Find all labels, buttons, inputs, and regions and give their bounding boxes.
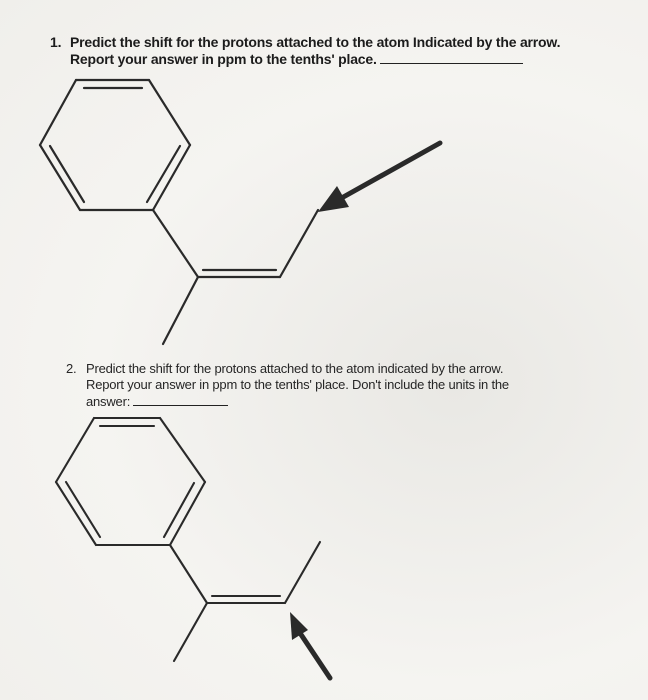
structure-2-benzene-ring xyxy=(56,418,205,545)
structure-2-arrow xyxy=(290,612,330,678)
question-1-text-line-1: Predict the shift for the protons attached to the atom Indicated by the arrow. xyxy=(70,34,561,50)
question-1-number: 1. xyxy=(50,34,62,50)
question-1-text-line-2: Report your answer in ppm to the tenths' place. xyxy=(70,51,377,67)
question-2-text-line-1: Predict the shift for the protons attached to the atom indicated by the arrow. xyxy=(86,361,504,376)
question-2-text-line-2: Report your answer in ppm to the tenths' place. Don't include the units in the xyxy=(86,377,509,392)
question-2-number: 2. xyxy=(66,361,77,376)
structure-2-side-chain xyxy=(170,542,320,661)
question-2-text-line-3: answer: xyxy=(86,394,131,409)
